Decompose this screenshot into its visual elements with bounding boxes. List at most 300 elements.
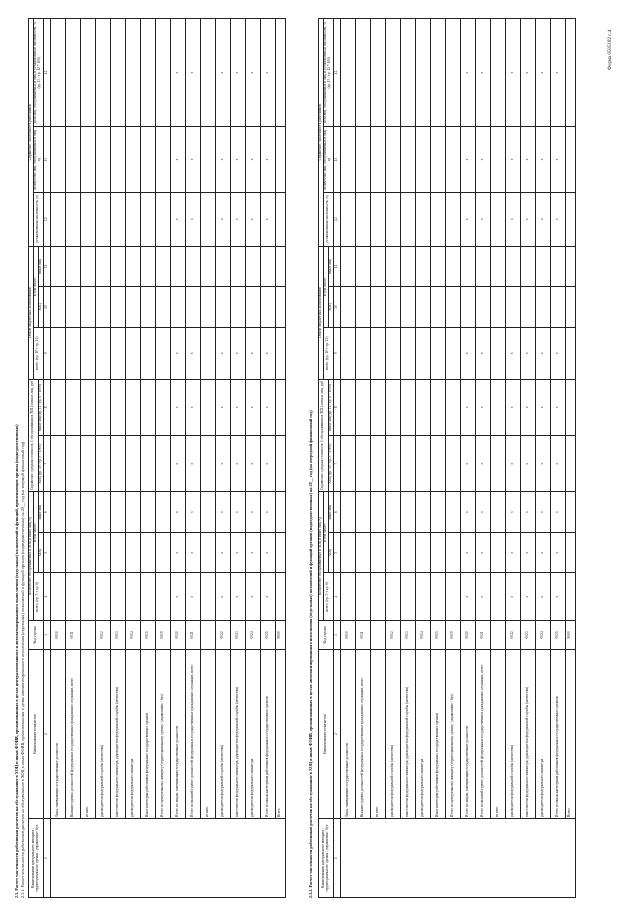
header-row-code: Код строки [319,620,334,649]
data-cell [50,327,65,379]
data-cell [110,246,125,287]
data-cell [430,287,445,328]
data-cell: x [185,192,200,246]
data-cell: x [460,573,475,620]
data-cell: x [260,532,275,573]
row-label: Итого по лицам, замещающим государственные должности [460,650,475,819]
data-cell: x [550,436,565,492]
data-cell [550,246,565,287]
header-budget-group: Объем бюджетных ассигнований [319,246,324,379]
data-cell [400,19,415,127]
header-ref-served: количество лиц, обслуживаемых в лиц, ед [33,127,43,192]
row-label: Высшие группы должностей федеральных государственных гражданских служащих, всего [355,650,370,819]
row-code: 0019 [445,620,460,649]
header-budget-total: всего, (гр. 10 + гр. 11) [33,327,43,379]
table-row [245,19,260,898]
data-cell [260,246,275,287]
column-number: 11 [43,246,50,287]
data-cell [65,246,80,287]
row-label: заместители федерального министра, руководителя федеральной службы (агентства) [230,650,245,819]
data-cell [155,492,170,533]
data-cell [340,327,355,379]
data-cell [385,19,400,127]
data-cell [400,192,415,246]
header-budget-other: иные лиц [328,246,333,287]
data-cell [140,436,155,492]
data-cell: x [460,327,475,379]
data-cell [400,532,415,573]
data-cell: x [505,436,520,492]
data-cell [505,287,520,328]
data-cell: x [460,436,475,492]
data-cell: x [460,492,475,533]
data-cell [370,492,385,533]
column-number: 10 [333,287,340,328]
header-budget-hoc: ХОЦ [38,287,43,328]
data-cell [415,192,430,246]
data-cell [535,246,550,287]
data-cell [110,127,125,192]
total-cell [275,532,285,573]
total-cell [275,192,285,246]
data-cell [430,246,445,287]
data-cell [490,246,505,287]
data-cell [520,287,535,328]
column-number: 12 [43,192,50,246]
table-row [110,19,125,898]
total-cell [275,246,285,287]
data-cell: x [505,492,520,533]
header-apparatus: Наименование центрального аппарата / территориального органа / управления / бух [29,819,44,898]
row-code: 0015 [430,620,445,649]
column-number: 11 [333,246,340,287]
table-section1 [28,18,286,898]
data-cell [50,492,65,533]
total-cell [565,287,575,328]
row-code: 0022 [215,620,230,649]
row-label: Лица, замещающие государственные должности [50,650,65,819]
data-cell: x [185,379,200,435]
total-row [275,19,285,898]
row-code: 0011 [65,620,80,649]
data-cell [445,246,460,287]
data-cell [490,192,505,246]
data-cell [415,19,430,127]
data-cell [535,287,550,328]
data-cell: x [535,192,550,246]
data-cell: x [550,327,565,379]
total-cell [275,573,285,620]
row-code: 0024 [535,620,550,649]
data-cell [415,436,430,492]
data-cell [140,327,155,379]
data-cell [490,327,505,379]
data-cell [245,246,260,287]
data-cell [95,192,110,246]
row-label: руководители федерального министра [535,650,550,819]
table-row [460,19,475,898]
data-cell [370,192,385,246]
data-cell: x [505,327,520,379]
row-label: руководители федеральной службы (агентства) [215,650,230,819]
data-cell [125,492,140,533]
table-row [230,19,245,898]
section1-subtitle: 2.3.1. Расчет численности работников расчетов на обслуживание в ХОЦ в иных ФОИВ, организованных в целях автоматизированного исполнения (отдельных) полномочий и функций органов (подведомственных) на 20__ год (на текущий финансовый год) [20,441,25,898]
column-number: 7 [43,436,50,492]
data-cell [200,19,215,127]
data-cell [200,287,215,328]
data-cell [355,246,370,287]
data-cell: x [185,19,200,127]
data-cell: x [550,573,565,620]
data-cell: x [260,19,275,127]
row-label: Итого по высшей группе должностей федеральных государственных гражданских служащих, всего [185,650,200,819]
row-label: из них: [200,650,215,819]
data-cell [445,436,460,492]
data-cell: x [550,532,565,573]
data-cell [95,19,110,127]
table-row [385,19,400,898]
data-cell [415,379,430,435]
data-cell: x [550,127,565,192]
row-label: заместители федерального министра, руководителя федеральной службы (агентства) [520,650,535,819]
data-cell [385,287,400,328]
row-code: 0025 [550,620,565,649]
data-cell [65,327,80,379]
data-cell: x [475,436,490,492]
data-cell: x [245,327,260,379]
data-cell: x [185,127,200,192]
data-cell [110,492,125,533]
data-cell [370,287,385,328]
data-cell [400,436,415,492]
data-cell: x [475,192,490,246]
data-cell [185,287,200,328]
data-cell: x [170,492,185,533]
table-row [400,19,415,898]
row-code: 0015 [140,620,155,649]
data-cell: x [230,573,245,620]
column-number: 8 [333,379,340,435]
data-cell [65,436,80,492]
table-row [50,19,65,898]
row-code: 0014 [125,620,140,649]
total-cell [565,573,575,620]
table-row [200,19,215,898]
data-cell [155,246,170,287]
header-apparatus: Наименование центрального аппарата / территориального органа / управления / бух [319,819,334,898]
total-row [565,19,575,898]
data-cell [50,127,65,192]
data-cell: x [520,573,535,620]
column-number: 4 [333,573,340,620]
data-cell [200,492,215,533]
data-cell: x [245,19,260,127]
data-cell [80,436,95,492]
data-cell [415,127,430,192]
row-label: Высшие группы должностей федеральных государственных гражданских служащих, всего [65,650,80,819]
data-cell [65,192,80,246]
data-cell [95,287,110,328]
data-cell: x [475,127,490,192]
data-cell: x [475,19,490,127]
data-cell: x [475,532,490,573]
header-count-hoc: ХОЦ [328,532,333,573]
data-cell: x [535,573,550,620]
data-cell: x [505,573,520,620]
data-cell [125,379,140,435]
data-cell [50,532,65,573]
table-row [185,19,200,898]
data-cell [110,19,125,127]
data-cell: x [170,573,185,620]
column-number: 8 [43,379,50,435]
row-label: Лица, замещающие государственные должности [340,650,355,819]
header-ref-share: доля лиц, обслуживаемых в лиц, в установленной численности, % (гр. 13 / гр. 12 * 100) [33,19,43,127]
header-count-in-that: в том числе: [323,492,328,573]
data-cell: x [170,532,185,573]
table-row [340,19,355,898]
data-cell [490,532,505,573]
data-cell [355,19,370,127]
row-code: 0021 [475,620,490,649]
data-cell [445,532,460,573]
data-cell [490,19,505,127]
data-cell [445,327,460,379]
data-cell [50,287,65,328]
column-number: 3 [43,620,50,649]
column-number: 6 [333,492,340,533]
data-cell: x [460,192,475,246]
data-cell [340,19,355,127]
data-cell [50,436,65,492]
data-cell [445,192,460,246]
data-cell: x [505,379,520,435]
data-cell [445,492,460,533]
data-cell: x [245,532,260,573]
data-cell: x [185,327,200,379]
data-cell: x [505,192,520,246]
data-cell: x [215,532,230,573]
row-label: из них: [370,650,385,819]
header-reference-group: Справочно: численность работников [29,19,34,247]
data-cell [520,246,535,287]
column-number: 13 [333,127,340,192]
row-code: 0012 [95,620,110,649]
header-budget-in-that: в том числе: [33,246,38,327]
data-cell [95,127,110,192]
data-cell [185,246,200,287]
row-code [80,620,95,649]
row-code [200,620,215,649]
data-cell: x [520,492,535,533]
data-cell [110,379,125,435]
header-reference-group: Справочно: численность работников [319,19,324,247]
data-cell: x [230,127,245,192]
data-cell [65,127,80,192]
data-cell: x [520,379,535,435]
header-avg-hoc: ХОЦ (гр. 10 / гр. 5 * 1000) [38,436,43,492]
data-cell [140,192,155,246]
data-cell [415,287,430,328]
total-cell [565,492,575,533]
header-avg-cost-group: Справочно: средняя стоимость 1 обслуживания в ХОЦ и иных лиц, руб [319,379,329,492]
data-cell: x [170,192,185,246]
header-count-total: всего, (гр. 5 + гр. 6) [33,573,43,620]
data-cell [230,246,245,287]
data-cell: x [550,492,565,533]
row-label: из них: [80,650,95,819]
data-cell: x [230,492,245,533]
data-cell [385,327,400,379]
data-cell [415,492,430,533]
header-ref-staff: установленная численность, ед [323,192,333,246]
data-cell [430,127,445,192]
row-label: Итого по иным категориям работников федеральных государственных органов [260,650,275,819]
total-cell [565,246,575,287]
column-number: 14 [43,19,50,127]
data-cell [230,287,245,328]
header-count-other: иные лиц [328,492,333,533]
data-cell [340,192,355,246]
data-cell [245,287,260,328]
data-cell: x [170,436,185,492]
table-row [80,19,95,898]
table-row [140,19,155,898]
data-cell [385,246,400,287]
total-cell [275,436,285,492]
data-cell [110,532,125,573]
data-cell [125,532,140,573]
data-cell [155,127,170,192]
data-cell [340,246,355,287]
header-indicator-name: Наименование показателя [319,650,334,819]
total-cell [275,287,285,328]
data-cell [400,492,415,533]
data-cell [430,532,445,573]
data-cell [95,379,110,435]
data-cell [370,532,385,573]
data-cell: x [230,436,245,492]
data-cell [430,492,445,533]
column-number: 14 [333,19,340,127]
row-label: из них: [490,650,505,819]
data-cell [200,127,215,192]
column-number: 1 [333,819,340,898]
data-cell [370,127,385,192]
data-cell [505,246,520,287]
data-cell [340,436,355,492]
data-cell [95,246,110,287]
data-cell: x [230,192,245,246]
data-cell [460,246,475,287]
data-cell: x [260,379,275,435]
total-cell [565,327,575,379]
data-cell [80,192,95,246]
data-cell: x [245,492,260,533]
data-cell: x [550,19,565,127]
data-cell [355,327,370,379]
row-label: руководители федеральной службы (агентства) [505,650,520,819]
data-cell [355,436,370,492]
data-cell: x [550,192,565,246]
data-cell: x [260,573,275,620]
header-count-group: Количество обслуживаемых в ХОЦ и иных лиц, ед [319,492,324,620]
table-row [520,19,535,898]
data-cell [385,436,400,492]
row-code: 0023 [520,620,535,649]
column-number: 5 [333,532,340,573]
data-cell: x [475,379,490,435]
data-cell [140,127,155,192]
data-cell: x [475,327,490,379]
data-cell [140,573,155,620]
data-cell [80,379,95,435]
data-cell [110,192,125,246]
data-cell: x [460,127,475,192]
row-code: 0022 [505,620,520,649]
row-code: 0024 [245,620,260,649]
data-cell [550,287,565,328]
data-cell [140,246,155,287]
total-cell [565,192,575,246]
data-cell [155,19,170,127]
data-cell: x [260,492,275,533]
header-avg-other: иные лиц (гр. 11 / гр. 6 * 1000) [38,379,43,435]
table-row [170,19,185,898]
data-cell [415,532,430,573]
data-cell: x [260,192,275,246]
column-number: 12 [333,192,340,246]
data-cell [490,436,505,492]
header-ref-served: количество лиц, обслуживаемых в лиц, ед [323,127,333,192]
row-code: 0021 [185,620,200,649]
data-cell: x [170,19,185,127]
data-cell [140,379,155,435]
data-cell: x [215,127,230,192]
data-cell [110,436,125,492]
table-row [415,19,430,898]
row-code: 0010 [50,620,65,649]
total-cell [275,127,285,192]
data-cell: x [260,327,275,379]
data-cell [355,532,370,573]
row-code: 0013 [400,620,415,649]
data-cell [445,379,460,435]
data-cell: x [520,192,535,246]
data-cell [80,492,95,533]
header-ref-staff: установленная численность, ед [33,192,43,246]
data-cell [125,573,140,620]
data-cell [215,287,230,328]
data-cell: x [475,492,490,533]
column-number: 1 [43,819,50,898]
data-cell: x [230,532,245,573]
data-cell: x [230,379,245,435]
data-cell [340,379,355,435]
table-row [475,19,490,898]
data-cell: x [170,379,185,435]
data-cell: x [520,19,535,127]
header-avg-hoc: ХОЦ (гр. 10 / гр. 5 * 1000) [328,436,333,492]
data-cell [415,327,430,379]
data-cell: x [215,19,230,127]
row-label: Итого по высшей группе должностей федеральных государственных гражданских служащих, всего [475,650,490,819]
data-cell [50,192,65,246]
data-cell: x [245,573,260,620]
total-cell [565,379,575,435]
header-ref-share: доля лиц, обслуживаемых в лиц, в установленной численности, % (гр. 13 / гр. 12 * 100) [323,19,333,127]
